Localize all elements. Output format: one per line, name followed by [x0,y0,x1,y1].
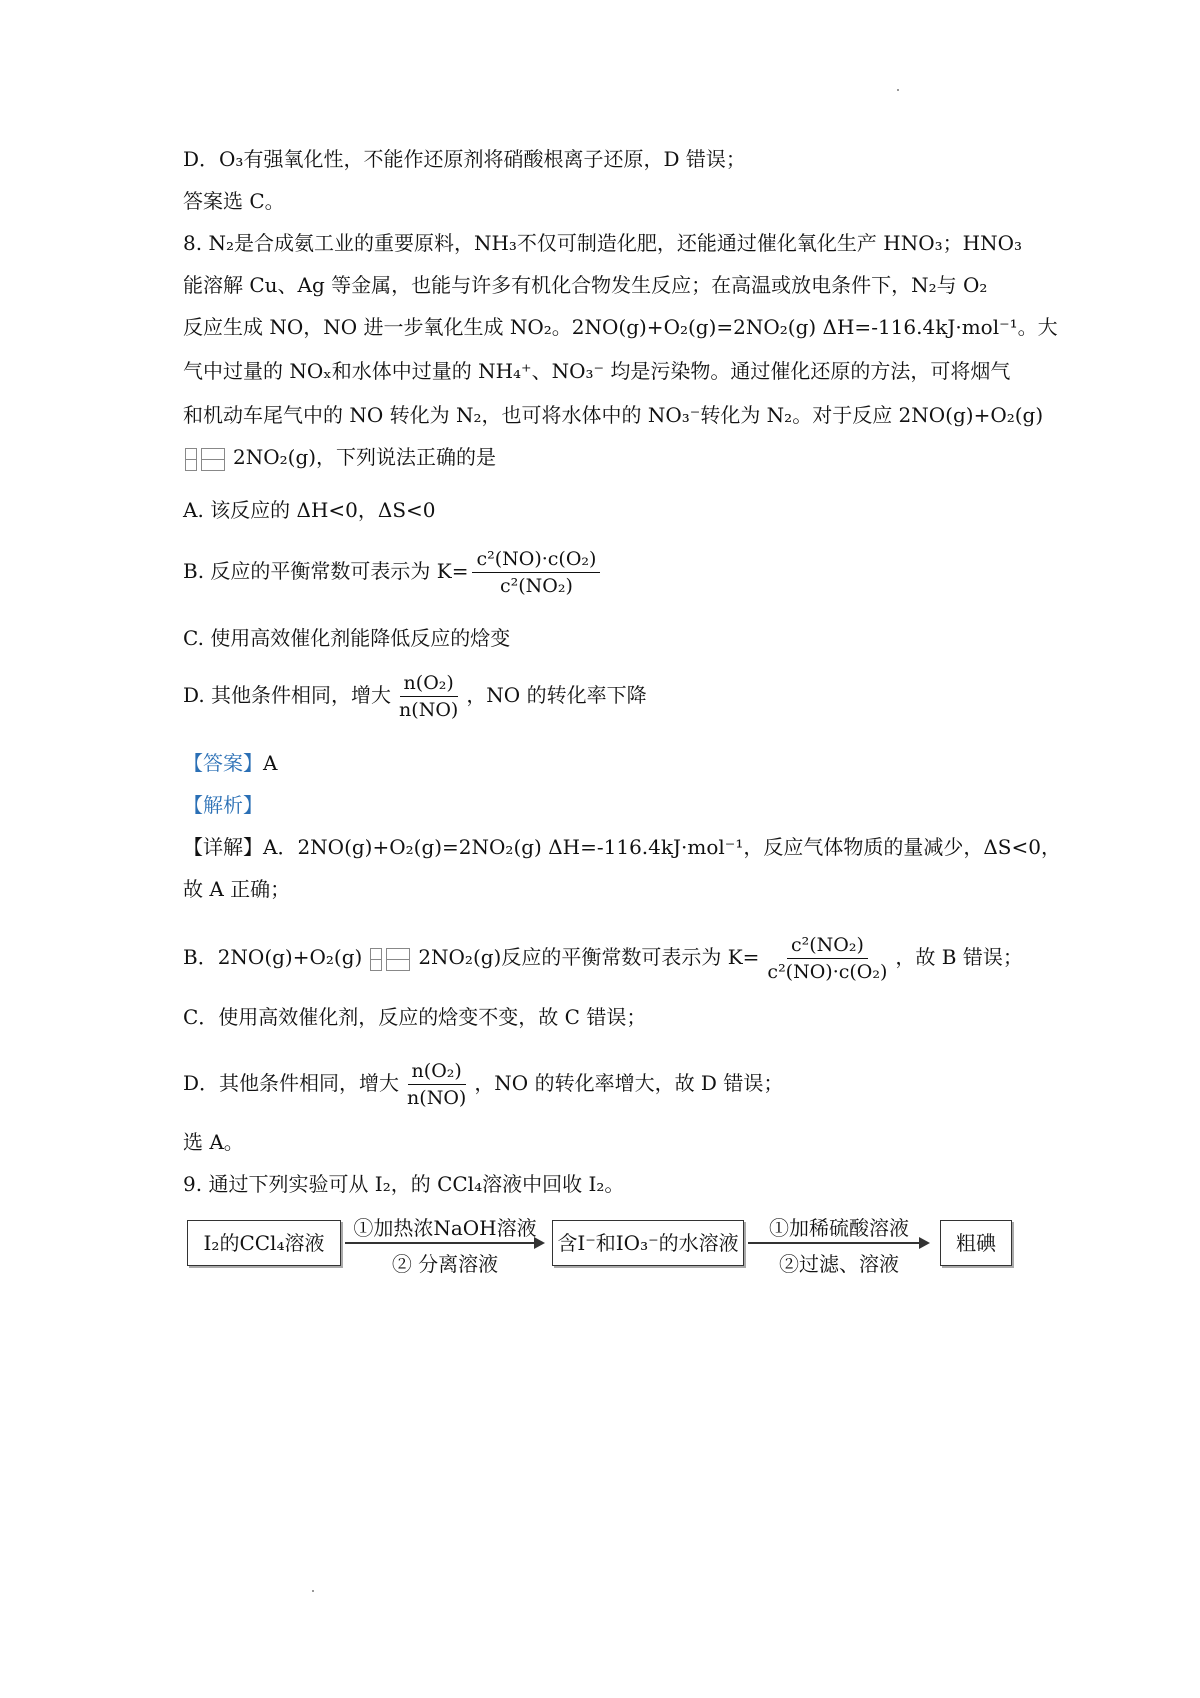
option-d-tail: ，NO 的转化率下降 [466,683,647,707]
detail-tag: 【详解】 [183,835,263,859]
numerator: n(O₂) [400,670,458,697]
flow-box-iodine-ccl4: I₂的CCl₄溶液 [187,1220,341,1266]
arrow-1-bottom-label: ② 分离溶液 [391,1252,499,1276]
numerator: n(O₂) [408,1058,466,1085]
option-d-label: D. 其他条件相同，增大 [183,683,392,707]
answer-value: A [263,751,278,775]
question-8-text: 气中过量的 NOₓ和水体中过量的 NH₄⁺、NO₃⁻ 均是污染物。通过催化还原的方法，可将烟气 [183,359,1011,383]
question-8-text: 能溶解 Cu、Ag 等金属，也能与许多有机化合物发生反应；在高温或放电条件下，N₂与 O₂ [183,273,988,297]
question-9-text: 9. 通过下列实验可从 I₂，的 CCl₄溶液中回收 I₂。 [183,1172,625,1196]
arrow-1-line [345,1242,535,1244]
denominator: c²(NO₂) [500,575,573,597]
option-a: A. 该反应的 ΔH<0，ΔS<0 [183,498,436,522]
detail-d-tail: ，NO 的转化率增大，故 D 错误； [474,1071,784,1095]
option-b [183,546,604,599]
detail-b-text: 2NO₂(g)反应的平衡常数可表示为 K= [418,945,760,969]
question-8-stem-end: 2NO₂(g)，下列说法正确的是 [233,445,497,469]
fraction [395,670,462,723]
denominator: n(NO) [407,1087,467,1109]
text-line: D．O₃有强氧化性，不能作还原剂将硝酸根离子还原，D 错误； [183,147,746,171]
answer-tag: 【答案】 [183,751,263,775]
scan-dot [312,1590,314,1592]
option-b-label: B. 反应的平衡常数可表示为 K= [183,559,469,583]
arrow-2-bottom-label: ②过滤、溶液 [779,1252,899,1276]
analysis-line [183,790,263,820]
option-c: C. 使用高效催化剂能降低反应的焓变 [183,626,511,650]
conclusion: 选 A。 [183,1130,244,1154]
option-d [183,670,647,723]
detail-a-cont: 故 A 正确； [183,877,291,901]
question-8-text: 8. N₂是合成氨工业的重要原料，NH₃不仅可制造化肥，还能通过催化氧化生产 HNO₃；HNO₃ [183,231,1022,255]
arrow-2-top-label: ①加稀硫酸溶液 [769,1216,909,1240]
numerator: c²(NO₂) [787,932,868,959]
denominator: c²(NO)·c(O₂) [767,961,888,983]
detail-b-label: B．2NO(g)+O₂(g) [183,945,363,969]
fraction [472,546,600,599]
reversible-arrow-icon [183,448,227,470]
reversible-arrow-icon [368,948,412,970]
flow-arrow-1 [345,1216,545,1280]
scan-dot [897,89,899,91]
question-8-text [183,442,496,472]
denominator: n(NO) [399,699,459,721]
text-line: 答案选 C。 [183,189,285,213]
detail-b [183,932,1023,985]
flow-box-aqueous-solution: 含I⁻和IO₃⁻的水溶液 [552,1220,744,1266]
arrow-2-line [748,1242,920,1244]
detail-b-tail: ，故 B 错误； [895,945,1023,969]
fraction [403,1058,470,1111]
question-8-text: 反应生成 NO，NO 进一步氧化生成 NO₂。2NO(g)+O₂(g)=2NO₂(g) ΔH=-116.4kJ·mol⁻¹。大 [183,315,1058,339]
answer-line [183,748,277,778]
fraction [763,932,891,985]
numerator: c²(NO)·c(O₂) [472,546,600,573]
detail-a [183,832,1061,862]
analysis-tag: 【解析】 [183,793,263,817]
detail-a-text: A．2NO(g)+O₂(g)=2NO₂(g) ΔH=-116.4kJ·mol⁻¹，反应气体物质的量减少，ΔS<0， [263,835,1061,859]
flow-arrow-2 [748,1216,930,1280]
question-8-text: 和机动车尾气中的 NO 转化为 N₂，也可将水体中的 NO₃⁻转化为 N₂。对于反应 2NO(g)+O₂(g) [183,403,1044,427]
flow-box-crude-iodine: 粗碘 [940,1220,1012,1266]
detail-d [183,1058,783,1111]
arrow-1-top-label: ①加热浓NaOH溶液 [353,1216,537,1240]
detail-c: C．使用高效催化剂，反应的焓变不变，故 C 错误； [183,1005,647,1029]
detail-d-label: D．其他条件相同，增大 [183,1071,400,1095]
